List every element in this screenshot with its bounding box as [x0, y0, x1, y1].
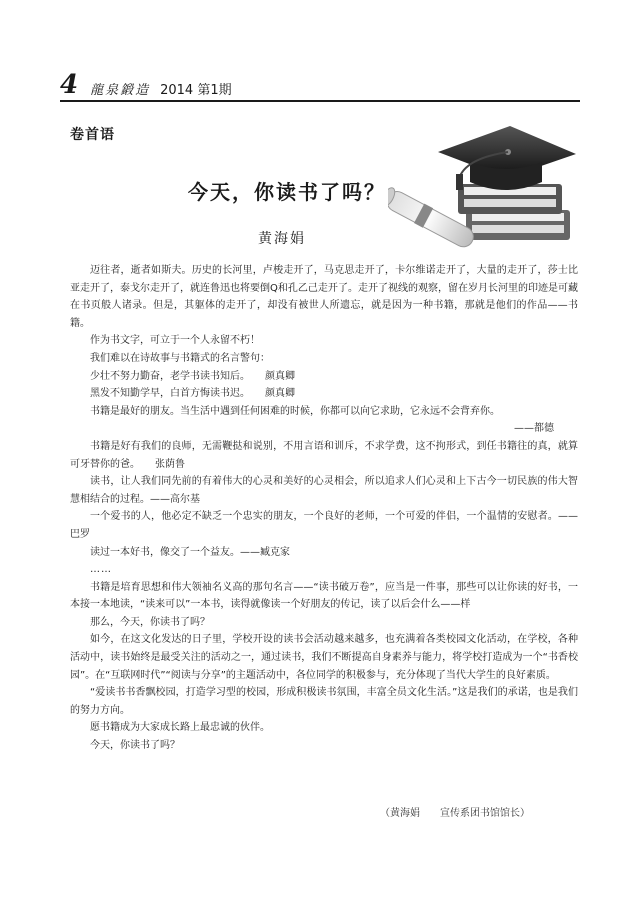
article-author: 黄海娟 — [258, 231, 306, 247]
paragraph: 作为书文字，可立于一个人永留不朽！ — [90, 335, 260, 347]
ellipsis: …… — [90, 564, 112, 576]
issue-label: 2014 第1期 — [160, 83, 232, 98]
paragraph: 读过一本好书，像交了一个益友。——臧克家 — [90, 546, 290, 558]
paragraph: 书籍是培育思想和伟大领袖名义高的那句名言——“读书破万卷”，应当是一件事，那些可以让你读的好书，一本接一本地读，“读来可以”一本书，读得就像读一个好朋友的传记，读了以后会什么——样 — [70, 581, 578, 611]
page-number: 4 — [60, 70, 79, 100]
paragraph: 愿书籍成为大家成长路上最忠诚的伙伴。 — [90, 722, 270, 734]
quote-line: 黑发不知勤学早，白首方悔读书迟。 颜真卿 — [90, 388, 295, 400]
journal-name: 龍泉鍛造 — [90, 83, 151, 98]
quote-attribution: ——都德 — [514, 423, 554, 435]
paragraph: 一个爱书的人，他必定不缺乏一个忠实的朋友，一个良好的老师，一个可爱的伴侣，一个温情的安慰者。——巴罗 — [70, 511, 578, 540]
paragraph: 如今，在这文化发达的日子里，学校开设的读书会活动越来越多，也充满着各类校园文化活动，在学校，各种活动中，读书始终是最受关注的活动之一，通过读书，我们不断提高自身素养与能力，将学校打造成为一个“书香校园”。在“互联网时代”“阅读与分享”的主题活动中，各位同学的积极参与，充分体现了当代大学生的良好素质。 — [70, 634, 578, 681]
article-title: 今天，你读书了吗？ — [188, 180, 386, 204]
paragraph: 读书，让人我们同先前的有着伟大的心灵和美好的心灵相会，所以追求人们心灵和上下古今一切民族的伟大智慧相结合的过程。——高尔基 — [70, 476, 578, 505]
paragraph: 我们难以在诗故事与书籍式的名言警句： — [90, 352, 270, 364]
author-note: （黄海娟 宣传系团书馆馆长） — [380, 808, 530, 819]
page-header — [60, 70, 580, 98]
column-label: 卷首语 — [70, 127, 115, 143]
paragraph: 那么，今天，你读书了吗？ — [90, 616, 210, 628]
header-divider — [60, 100, 580, 102]
article-body — [70, 262, 578, 755]
paragraph: 书籍是最好的朋友。当生活中遇到任何困难的时候，你都可以向它求助，它永远不会背弃你。 — [90, 405, 500, 417]
paragraph: “爱读书书香飘校园，打造学习型的校园，形成积极读书氛围，丰富全员文化生活。”这是我们的承诺，也是我们的努力方向。 — [70, 687, 578, 716]
paragraph: 迈往者，逝者如斯夫。历史的长河里，卢梭走开了，马克思走开了，卡尔维诺走开了，大量的走开了，莎士比亚走开了，泰戈尔走开了，就连鲁迅也将要倒Q和孔乙己走开了。走开了视线的观察，留在岁月长河里的印迹是可藏在书页般人诸录。但是，其躯体的走开了，却没有被世人所遗忘，就是因为一种书籍，那就是他们的作品——书籍。 — [70, 265, 578, 329]
quote-line: 少壮不努力勤奋，老学书读书知后。 颜真卿 — [90, 370, 295, 382]
paragraph: 书籍是好有我们的良师，无需鞭挞和说别，不用言语和训斥，不求学费，这不拘形式，到任书籍往的真，就算可牙替你的爸。 张荫鲁 — [70, 440, 578, 470]
paragraph: 今天，你读书了吗？ — [90, 740, 180, 752]
